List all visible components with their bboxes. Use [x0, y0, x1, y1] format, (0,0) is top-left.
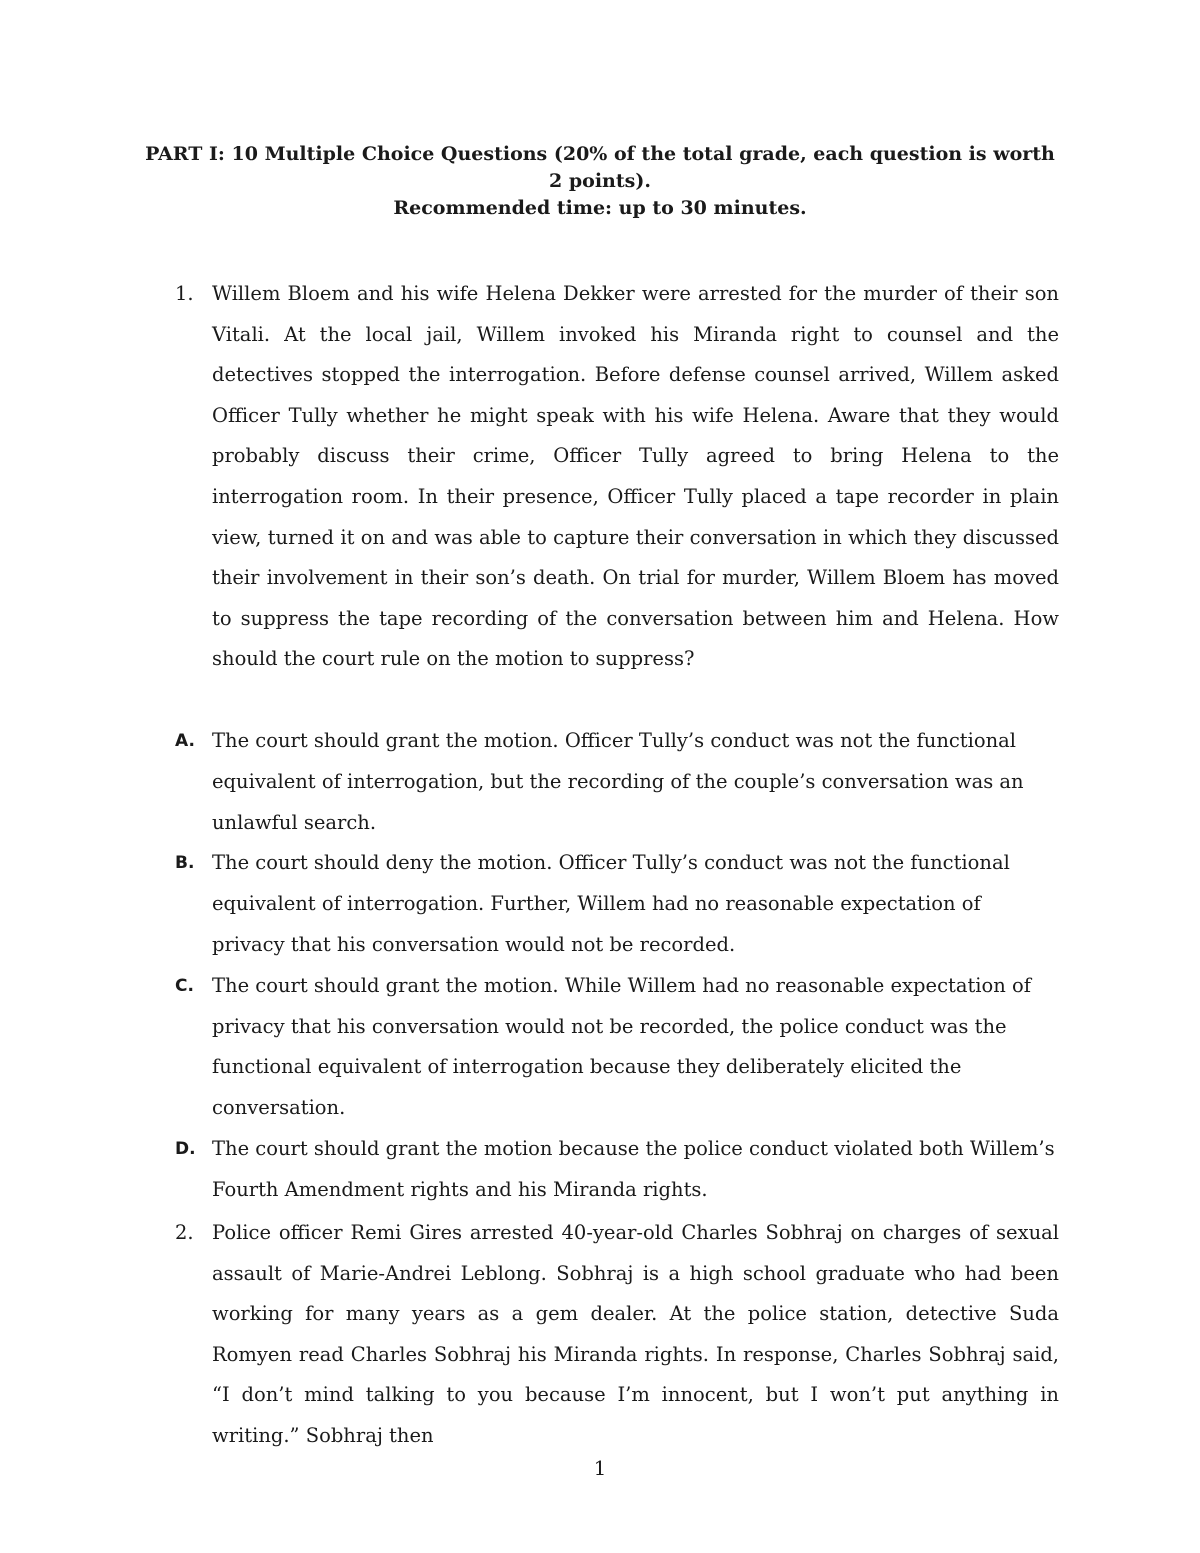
option-text: The court should grant the motion. While Willem had no reasonable expectation of privacy that his conversation would not be recorded, the police conduct was the functional equivalent of interrogation because they deliberately elicited the conversation. — [212, 973, 1031, 1120]
question-text: Willem Bloem and his wife Helena Dekker were arrested for the murder of their son Vitali. At the local jail, Willem invoked his Miranda right to counsel and the detectives stopped the interrogation. Before defense counsel arrived, Willem asked Officer Tully whether he might speak with his wife Helena. Aware that they would probably discuss their crime, Officer Tully agreed to bring Helena to the interrogation room. In their presence, Officer Tully placed a tape recorder in plain view, turned it on and was able to capture their conversation in which they discussed their involvement in their son’s death. On trial for murder, Willem Bloem has moved to suppress the tape recording of the conversation between him and Helena. How should the court rule on the motion to suppress? — [212, 282, 1059, 671]
option-letter: D. — [175, 1138, 196, 1159]
header-recommended-time: Recommended time: up to 30 minutes. — [393, 197, 807, 219]
question-1 — [175, 274, 1059, 680]
answer-option-c — [175, 966, 1059, 1129]
answer-option-d — [175, 1129, 1059, 1211]
option-letter: B. — [175, 853, 195, 874]
answer-option-a — [175, 721, 1059, 843]
question-text: Police officer Remi Gires arrested 40-year-old Charles Sobhraj on charges of sexual assault of Marie-Andrei Leblong. Sobhraj is a high school graduate who had been working for many years as a gem dealer. At the police station, detective Suda Romyen read Charles Sobhraj his Miranda rights. In response, Charles Sobhraj said, “I don’t mind talking to you because I’m innocent, but I won’t put anything in writing.” Sobhraj then — [212, 1221, 1059, 1447]
option-letter: C. — [175, 975, 194, 996]
section-header — [140, 141, 1060, 222]
question-number: 1. — [175, 282, 194, 305]
option-text: The court should deny the motion. Officer Tully’s conduct was not the functional equivalent of interrogation. Further, Willem had no reasonable expectation of privacy that his conversation would not be recorded. — [212, 851, 1010, 956]
option-text: The court should grant the motion. Officer Tully’s conduct was not the functional equivalent of interrogation, but the recording of the couple’s conversation was an unlawful search. — [212, 729, 1024, 834]
header-title: PART I: 10 Multiple Choice Questions (20% of the total grade, each question is worth 2 points). — [145, 143, 1055, 192]
answer-option-b — [175, 843, 1059, 965]
question-2 — [175, 1213, 1059, 1457]
question-1-options — [175, 721, 1059, 1211]
option-text: The court should grant the motion because the police conduct violated both Willem’s Fourth Amendment rights and his Miranda rights. — [212, 1136, 1055, 1201]
option-letter: A. — [175, 731, 195, 751]
question-number: 2. — [175, 1221, 194, 1244]
page-number: 1 — [593, 1456, 607, 1480]
